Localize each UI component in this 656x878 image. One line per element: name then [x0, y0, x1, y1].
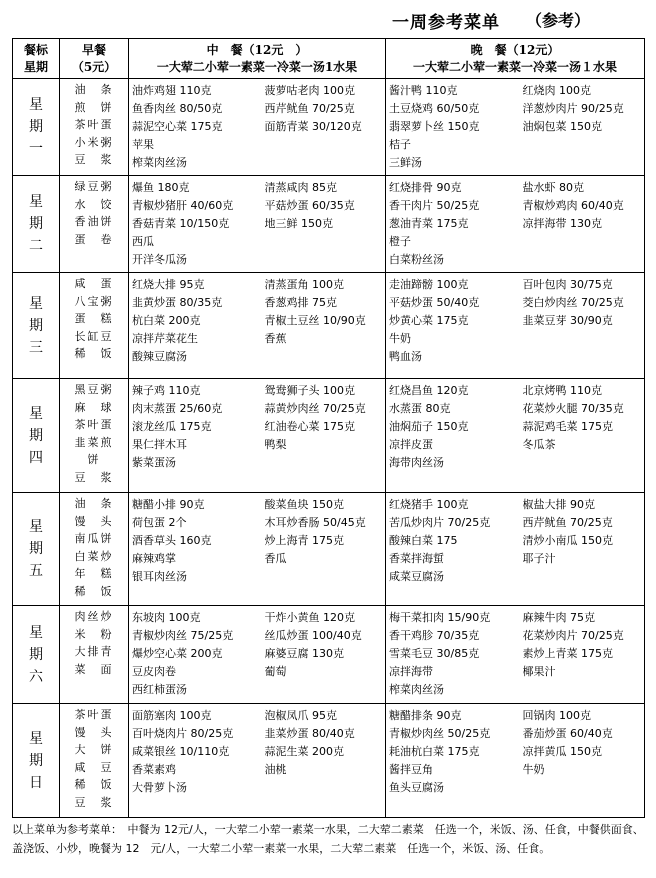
dinner-dish: 香菜拌海蜇 — [389, 552, 444, 565]
dinner-dish — [523, 154, 641, 172]
lunch-dish — [265, 779, 383, 797]
dinner-dish: 红烧昌鱼 120克 — [389, 384, 469, 397]
breakfast-item: 大 饼 — [74, 743, 114, 757]
dinner-dish: 酱拌豆角 — [389, 763, 433, 776]
day-label-char: 期 — [29, 646, 43, 663]
lunch-cell — [129, 493, 386, 606]
menu-body — [13, 79, 645, 818]
breakfast-header-line2: （5元） — [71, 59, 117, 74]
day-header-line2: 星期 — [23, 59, 48, 74]
breakfast-item: 茶叶蛋 — [74, 708, 114, 721]
dinner-dish: 麻辣牛肉 75克 — [522, 611, 596, 624]
dinner-dish: 盐水虾 80克 — [522, 181, 585, 194]
lunch-dish — [265, 136, 383, 154]
dinner-cell — [386, 273, 645, 379]
dinner-dish: 西芹鱿鱼 70/25克 — [522, 516, 613, 529]
dinner-dish: 咸菜豆腐汤 — [389, 570, 444, 583]
day-row — [13, 493, 645, 606]
lunch-header — [129, 39, 386, 79]
lunch-dish: 地三鲜 150克 — [264, 217, 333, 230]
lunch-dish: 紫菜蛋汤 — [132, 456, 176, 469]
dinner-dish — [523, 233, 641, 251]
lunch-dish: 清蒸咸肉 85克 — [264, 181, 337, 194]
lunch-dish: 酸菜鱼块 150克 — [264, 498, 344, 511]
lunch-dish-list — [132, 707, 382, 797]
lunch-cell — [129, 273, 386, 379]
lunch-dish: 东坡肉 100克 — [132, 611, 201, 624]
lunch-dish: 糖醋小排 90克 — [132, 498, 205, 511]
dinner-header-line2: 一大荤二小荤一素菜一冷菜一汤１水果 — [412, 59, 617, 74]
page-title: 一周参考菜单 — [392, 13, 500, 33]
dinner-dish: 青椒炒肉丝 50/25克 — [389, 727, 491, 740]
dinner-dish — [523, 681, 641, 699]
dinner-dish: 椒盐大排 90克 — [522, 498, 596, 511]
breakfast-item: 馒 头 — [74, 514, 114, 528]
dinner-cell — [386, 379, 645, 493]
day-label-char: 三 — [29, 339, 43, 356]
breakfast-item: 油 条 — [74, 83, 114, 96]
lunch-dish: 咸菜银丝 10/110克 — [132, 745, 230, 758]
dinner-dish: 香干鸡胗 70/35克 — [389, 629, 480, 642]
day-label — [13, 493, 60, 606]
dinner-dish — [523, 251, 641, 269]
dinner-dish: 番茄炒蛋 60/40克 — [522, 727, 613, 740]
lunch-dish — [265, 233, 383, 251]
dinner-header-line1: 晚 餐（12元） — [470, 42, 560, 57]
dinner-dish: 蒜泥鸡毛菜 175克 — [522, 420, 614, 433]
dinner-dish: 冬瓜茶 — [522, 438, 556, 451]
lunch-dish: 平菇炒蛋 60/35克 — [264, 199, 355, 212]
page-subtitle: （参考） — [526, 11, 591, 30]
day-label-char: 六 — [29, 668, 43, 685]
dinner-dish — [523, 330, 641, 348]
breakfast-header-line1: 早餐 — [81, 42, 106, 57]
lunch-dish: 红油卷心菜 175克 — [264, 420, 355, 433]
lunch-dish: 红烧大排 95克 — [132, 278, 205, 291]
dinner-dish: 回锅肉 100克 — [522, 709, 592, 722]
day-label-char: 期 — [29, 752, 43, 769]
dinner-dish-list — [389, 82, 641, 172]
breakfast-cell — [60, 493, 129, 606]
day-label-char: 星 — [29, 624, 43, 641]
lunch-dish: 蒜泥空心菜 175克 — [132, 120, 223, 133]
breakfast-item: 咸 蛋 — [74, 277, 114, 290]
day-row — [13, 79, 645, 176]
header-row — [13, 39, 645, 79]
dinner-dish: 葱油青菜 175克 — [389, 217, 469, 230]
lunch-dish — [265, 681, 383, 699]
dinner-dish: 三鲜汤 — [389, 156, 422, 169]
lunch-cell — [129, 79, 386, 176]
lunch-dish: 韭黄炒蛋 80/35克 — [132, 296, 223, 309]
lunch-dish: 香蕉 — [264, 332, 287, 345]
dinner-dish: 白菜粉丝汤 — [389, 253, 444, 266]
breakfast-header — [60, 39, 129, 79]
breakfast-item: 小米粥 — [74, 135, 114, 149]
lunch-dish — [265, 454, 383, 472]
lunch-dish: 鸳鸯狮子头 100克 — [264, 384, 355, 397]
dinner-cell — [386, 493, 645, 606]
day-label-char: 期 — [29, 216, 43, 232]
day-label-char: 星 — [29, 295, 43, 312]
breakfast-item: 茶叶蛋 — [74, 418, 114, 432]
lunch-dish: 开洋冬瓜汤 — [132, 253, 187, 266]
dinner-header — [386, 39, 645, 79]
dinner-dish: 红烧猪手 100克 — [389, 498, 469, 511]
lunch-dish: 丝瓜炒蛋 100/40克 — [264, 629, 362, 642]
lunch-dish: 香菇青菜 10/150克 — [132, 217, 230, 230]
lunch-dish-list — [132, 82, 382, 172]
dinner-dish: 凉拌海带 — [389, 665, 433, 678]
breakfast-item: 年 糕 — [74, 567, 114, 581]
dinner-dish: 百叶包肉 30/75克 — [522, 278, 613, 291]
breakfast-item: 豆 浆 — [74, 470, 114, 484]
title-row — [0, 8, 656, 36]
lunch-dish: 酸辣豆腐汤 — [132, 350, 187, 363]
breakfast-item: 麻 球 — [74, 400, 114, 414]
lunch-dish: 凉拌芹菜花生 — [132, 332, 198, 345]
lunch-dish: 韭菜炒蛋 80/40克 — [264, 727, 355, 740]
breakfast-cell — [60, 79, 129, 176]
lunch-dish — [265, 348, 383, 366]
dinner-dish: 翡翠萝卜丝 150克 — [389, 120, 480, 133]
day-label-char: 一 — [29, 141, 43, 157]
dinner-dish: 走油蹄髈 100克 — [389, 278, 469, 291]
breakfast-item: 肉丝炒 — [74, 610, 114, 623]
lunch-dish: 青椒炒猪肝 40/60克 — [132, 199, 234, 212]
lunch-dish: 西芹鱿鱼 70/25克 — [264, 102, 355, 115]
dinner-dish: 炒黄心菜 175克 — [389, 314, 469, 327]
breakfast-cell — [60, 273, 129, 379]
dinner-dish-list — [389, 179, 641, 269]
lunch-dish: 银耳肉丝汤 — [132, 570, 187, 583]
day-label-char: 四 — [29, 449, 43, 466]
lunch-dish: 豆皮肉卷 — [132, 665, 176, 678]
lunch-header-line1: 中 餐（12元 ） — [206, 42, 308, 57]
day-label-char: 星 — [29, 519, 43, 535]
lunch-dish: 青椒土豆丝 10/90克 — [264, 314, 366, 327]
dinner-dish: 油焖包菜 150克 — [522, 120, 603, 133]
dinner-dish: 花菜炒火腿 70/35克 — [522, 402, 624, 415]
breakfast-item: 长缸豆 — [74, 329, 114, 343]
lunch-dish: 荷包蛋 2个 — [132, 516, 187, 529]
day-label — [13, 704, 60, 818]
dinner-dish: 红烧肉 100克 — [522, 84, 592, 97]
dinner-cell — [386, 606, 645, 704]
dinner-dish: 榨菜肉丝汤 — [389, 683, 444, 696]
day-row — [13, 704, 645, 818]
day-label-char: 期 — [29, 427, 43, 444]
breakfast-cell — [60, 176, 129, 273]
breakfast-item: 豆 浆 — [74, 795, 114, 809]
lunch-dish — [265, 568, 383, 586]
day-label-char: 星 — [29, 730, 43, 747]
lunch-dish: 蒜泥生菜 200克 — [264, 745, 344, 758]
lunch-dish: 干炸小黄鱼 120克 — [264, 611, 355, 624]
day-header-line1: 餐标 — [23, 42, 48, 57]
day-label-char: 期 — [29, 541, 43, 557]
day-label-char: 星 — [29, 194, 43, 210]
breakfast-item: 菜 面 — [74, 662, 114, 676]
breakfast-item: 大排青 — [74, 645, 114, 659]
dinner-dish: 海带肉丝汤 — [389, 456, 444, 469]
lunch-dish: 西瓜 — [132, 235, 154, 248]
dinner-dish: 酱汁鸭 110克 — [389, 84, 458, 97]
breakfast-item: 米 粉 — [74, 627, 114, 641]
breakfast-item: 香油饼 — [74, 215, 114, 229]
breakfast-item: 黑豆粥 — [74, 383, 114, 396]
day-label-char: 五 — [29, 563, 43, 579]
day-label — [13, 379, 60, 493]
dinner-dish: 椰果汁 — [522, 665, 556, 678]
dinner-dish: 凉拌皮蛋 — [389, 438, 433, 451]
breakfast-cell — [60, 606, 129, 704]
dinner-dish: 水蒸蛋 80克 — [389, 402, 451, 415]
lunch-dish-list — [132, 496, 382, 586]
lunch-dish-list — [132, 179, 382, 269]
dinner-dish: 花菜炒肉片 70/25克 — [522, 629, 624, 642]
breakfast-item: 油 条 — [74, 497, 114, 510]
dinner-dish: 鸭血汤 — [389, 350, 422, 363]
dinner-dish: 糖醋排条 90克 — [389, 709, 462, 722]
lunch-dish: 面筋塞肉 100克 — [132, 709, 212, 722]
dinner-cell — [386, 176, 645, 273]
dinner-dish: 韭菜豆芽 30/90克 — [522, 314, 613, 327]
lunch-dish: 辣子鸡 110克 — [132, 384, 201, 397]
day-label-char: 期 — [29, 119, 43, 135]
lunch-dish — [265, 251, 383, 269]
lunch-header-line2: 一大荤二小荤一素菜一冷菜一汤1水果 — [156, 59, 358, 74]
lunch-dish-list — [132, 609, 382, 699]
dinner-dish: 雪菜毛豆 30/85克 — [389, 647, 480, 660]
lunch-dish: 苹果 — [132, 138, 154, 151]
lunch-dish: 爆炒空心菜 200克 — [132, 647, 223, 660]
dinner-dish: 桔子 — [389, 138, 411, 151]
breakfast-item: 稀 饭 — [74, 584, 114, 598]
lunch-dish: 面筋青菜 30/120克 — [264, 120, 362, 133]
lunch-dish: 肉末蒸蛋 25/60克 — [132, 402, 223, 415]
dinner-dish-list — [389, 382, 641, 472]
breakfast-item: 水 饺 — [74, 197, 114, 211]
dinner-dish-list — [389, 496, 641, 586]
day-label — [13, 176, 60, 273]
breakfast-item: 蛋 糕 — [74, 312, 114, 326]
dinner-dish: 香干肉片 50/25克 — [389, 199, 480, 212]
dinner-dish: 凉拌黄瓜 150克 — [522, 745, 603, 758]
lunch-dish: 青椒炒肉丝 75/25克 — [132, 629, 234, 642]
dinner-dish — [523, 454, 641, 472]
lunch-dish: 香瓜 — [264, 552, 287, 565]
breakfast-item: 白菜炒 — [74, 549, 114, 563]
dinner-dish: 素炒上青菜 175克 — [522, 647, 614, 660]
lunch-cell — [129, 704, 386, 818]
lunch-dish: 葡萄 — [264, 665, 287, 678]
day-label — [13, 606, 60, 704]
dinner-dish: 凉拌海带 130克 — [522, 217, 603, 230]
dinner-dish: 油焖茄子 150克 — [389, 420, 469, 433]
breakfast-item: 稀 饭 — [74, 347, 114, 361]
breakfast-item: 饼 — [87, 453, 101, 467]
lunch-dish: 榨菜肉丝汤 — [132, 156, 187, 169]
dinner-dish: 牛奶 — [389, 332, 411, 345]
breakfast-item: 南瓜饼 — [74, 532, 114, 546]
dinner-dish — [523, 568, 641, 586]
lunch-dish-list — [132, 382, 382, 472]
breakfast-item: 韭菜煎 — [74, 435, 114, 449]
dinner-dish: 梅干菜扣肉 15/90克 — [389, 611, 491, 624]
lunch-dish: 鸭梨 — [264, 438, 287, 451]
day-label-char: 日 — [29, 774, 43, 791]
dinner-dish: 苦瓜炒肉片 70/25克 — [389, 516, 491, 529]
breakfast-cell — [60, 704, 129, 818]
day-row — [13, 379, 645, 493]
lunch-dish: 麻婆豆腐 130克 — [264, 647, 344, 660]
lunch-dish: 炒上海青 175克 — [264, 534, 344, 547]
lunch-dish: 香菜素鸡 — [132, 763, 176, 776]
lunch-cell — [129, 606, 386, 704]
day-label — [13, 273, 60, 379]
lunch-dish: 香葱鸡排 75克 — [264, 296, 337, 309]
lunch-dish: 滚龙丝瓜 175克 — [132, 420, 212, 433]
footnote: 以上菜单为参考菜单： 中餐为 12元/人，一大荤二小荤一素菜一水果，二大荤二素菜 任选一个，米饭、汤、任食，中餐供面食、盖浇饭、小炒，晚餐为 12 元/人，一大荤二小荤一素菜一水果，二大荤二素菜 任选一个，米饭、汤、任食。 — [12, 823, 644, 855]
dinner-dish: 橙子 — [389, 235, 411, 248]
breakfast-cell — [60, 379, 129, 493]
dinner-dish — [523, 136, 641, 154]
breakfast-item: 茶叶蛋 — [74, 118, 114, 132]
dinner-dish: 耶子汁 — [522, 552, 556, 565]
dinner-dish: 鱼头豆腐汤 — [389, 781, 444, 794]
dinner-dish-list — [389, 609, 641, 699]
dinner-cell — [386, 79, 645, 176]
lunch-dish: 大骨萝卜汤 — [132, 781, 187, 794]
lunch-dish: 泡椒凤爪 95克 — [264, 709, 337, 722]
day-label-char: 星 — [29, 405, 43, 422]
day-row — [13, 176, 645, 273]
day-label — [13, 79, 60, 176]
dinner-dish: 平菇炒蛋 50/40克 — [389, 296, 480, 309]
dinner-dish: 洋葱炒肉片 90/25克 — [522, 102, 624, 115]
lunch-dish: 菠萝咕老肉 100克 — [264, 84, 355, 97]
lunch-dish: 果仁拌木耳 — [132, 438, 187, 451]
dinner-dish: 土豆烧鸡 60/50克 — [389, 102, 480, 115]
lunch-dish: 麻辣鸡掌 — [132, 552, 176, 565]
dinner-dish-list — [389, 276, 641, 366]
lunch-dish: 西红柿蛋汤 — [132, 683, 187, 696]
lunch-cell — [129, 176, 386, 273]
dinner-dish: 耗油杭白菜 175克 — [389, 745, 480, 758]
dinner-dish-list — [389, 707, 641, 797]
lunch-dish: 爆鱼 180克 — [132, 181, 190, 194]
dinner-dish: 青椒炒鸡肉 60/40克 — [522, 199, 624, 212]
day-label-char: 二 — [29, 238, 43, 254]
weekly-menu-table — [12, 38, 645, 818]
breakfast-item: 豆 浆 — [74, 153, 114, 167]
lunch-dish: 木耳炒香肠 50/45克 — [264, 516, 366, 529]
lunch-dish — [265, 154, 383, 172]
breakfast-item: 八宝粥 — [74, 294, 114, 308]
dinner-dish — [523, 779, 641, 797]
lunch-dish: 油炸鸡翅 110克 — [132, 84, 212, 97]
lunch-dish: 蒜黄炒肉丝 70/25克 — [264, 402, 366, 415]
dinner-dish: 茭白炒肉丝 70/25克 — [522, 296, 624, 309]
lunch-dish: 油桃 — [264, 763, 287, 776]
breakfast-item: 绿豆粥 — [74, 180, 114, 193]
lunch-cell — [129, 379, 386, 493]
lunch-dish: 杭白菜 200克 — [132, 314, 201, 327]
dinner-dish: 牛奶 — [522, 763, 545, 776]
lunch-dish: 清蒸蛋角 100克 — [264, 278, 344, 291]
dinner-dish: 红烧排骨 90克 — [389, 181, 462, 194]
lunch-dish: 百叶烧肉片 80/25克 — [132, 727, 234, 740]
dinner-dish: 清炒小南瓜 150克 — [522, 534, 614, 547]
day-header — [13, 39, 60, 79]
dinner-dish: 酸辣白菜 175 — [389, 534, 458, 547]
dinner-dish: 北京烤鸭 110克 — [522, 384, 603, 397]
lunch-dish: 鱼香肉丝 80/50克 — [132, 102, 223, 115]
breakfast-item: 咸 豆 — [74, 760, 114, 774]
day-label-char: 星 — [29, 97, 43, 113]
day-row — [13, 606, 645, 704]
dinner-dish — [523, 348, 641, 366]
dinner-cell — [386, 704, 645, 818]
breakfast-item: 煎 饼 — [74, 100, 114, 114]
day-label-char: 期 — [29, 317, 43, 334]
breakfast-item: 蛋 卷 — [74, 232, 114, 246]
day-row — [13, 273, 645, 379]
breakfast-item: 馒 头 — [74, 725, 114, 739]
lunch-dish-list — [132, 276, 382, 366]
lunch-dish: 酒香草头 160克 — [132, 534, 212, 547]
breakfast-item: 稀 饭 — [74, 778, 114, 792]
